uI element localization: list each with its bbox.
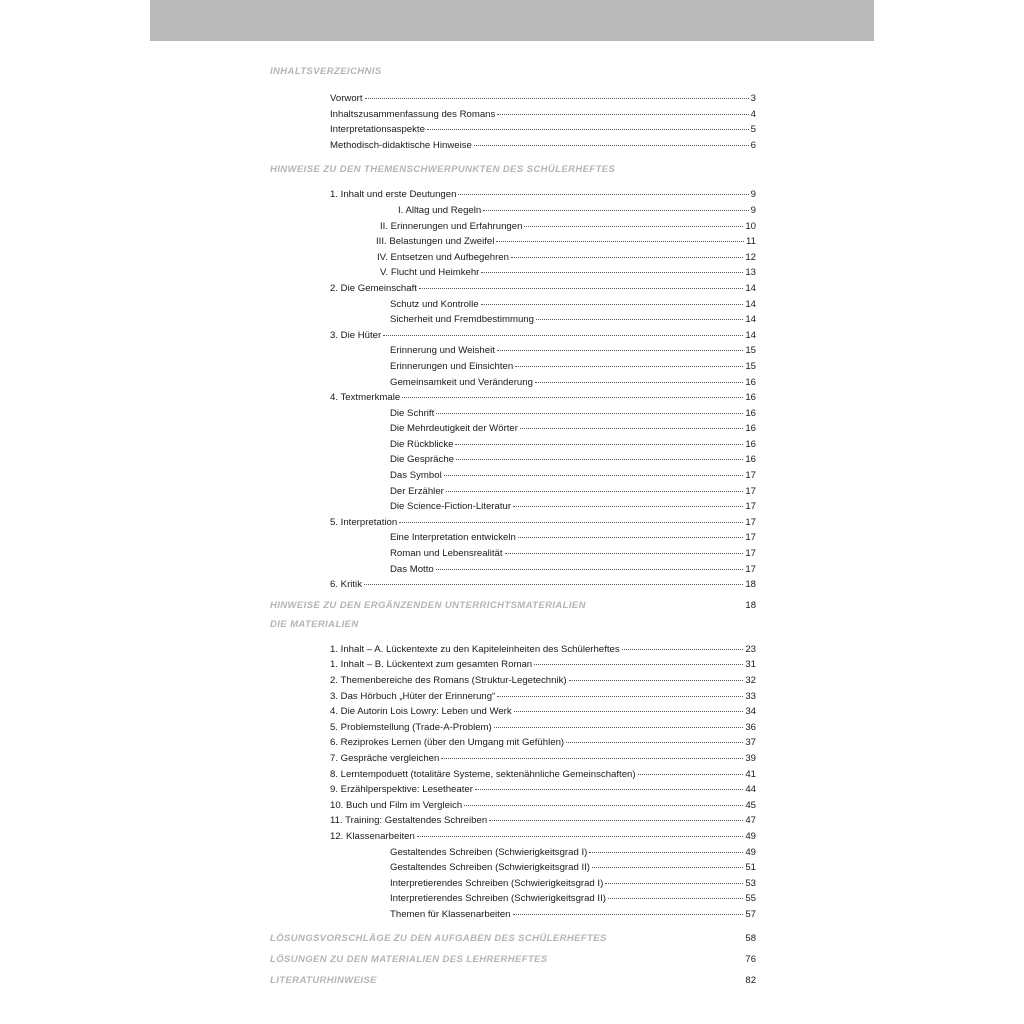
toc-entry-label: 9. Erzählperspektive: Lesetheater [330, 784, 473, 796]
toc-entry-label: 5. Problemstellung (Trade-A-Problem) [330, 721, 492, 733]
toc-entry-page-number: 12 [745, 251, 756, 263]
dot-leader [505, 553, 744, 554]
dot-leader [514, 711, 744, 712]
section-page-number: 76 [745, 953, 756, 965]
dot-leader [589, 852, 743, 853]
toc-entry-label: Vorwort [330, 93, 363, 104]
toc-entry-label: 1. Inhalt und erste Deutungen [330, 189, 457, 201]
dot-leader [605, 883, 743, 884]
toc-entry-label: Das Symbol [390, 470, 442, 482]
dot-leader [417, 836, 744, 837]
toc-entry [270, 515, 756, 531]
toc-entry [270, 891, 756, 907]
toc-entry-page-number: 31 [745, 659, 756, 671]
toc-entry [270, 122, 756, 138]
toc-entry-page-number: 17 [745, 516, 756, 528]
toc-entry-page-number: 4 [750, 108, 756, 120]
toc-entry [270, 91, 756, 107]
toc-entry-page-number: 34 [745, 706, 756, 718]
dot-leader [364, 584, 743, 585]
toc-entry-label: 12. Klassenarbeiten [330, 830, 415, 842]
dot-leader [524, 226, 743, 227]
dot-leader [592, 867, 743, 868]
toc-entry-page-number: 17 [745, 501, 756, 513]
toc-entry-label: Eine Interpretation entwickeln [390, 532, 516, 544]
section-title: HINWEISE ZU DEN ERGÄNZENDEN UNTERRICHTSMATERIALIEN [270, 599, 586, 611]
dot-leader [446, 491, 743, 492]
toc-entry-page-number: 51 [745, 862, 756, 874]
toc-entry-page-number: 55 [745, 893, 756, 905]
toc-entry [270, 375, 756, 391]
toc-entry-page-number: 17 [745, 563, 756, 575]
toc-entry-label: 2. Themenbereiche des Romans (Struktur-Legetechnik) [330, 675, 567, 686]
toc-entry-page-number: 18 [745, 579, 756, 591]
toc-entry-label: Gestaltendes Schreiben (Schwierigkeitsgrad I) [390, 846, 588, 858]
toc-entry [270, 499, 756, 515]
dot-leader [638, 774, 744, 775]
toc-entry-label: 3. Die Hüter [330, 329, 382, 341]
section-heading [270, 66, 756, 78]
toc-entry-label: Interpretierendes Schreiben (Schwierigkeitsgrad II) [390, 893, 606, 905]
dot-leader [436, 413, 743, 414]
toc-entry-label: 2. Die Gemeinschaft [330, 282, 417, 294]
toc-entry-label: Inhaltszusammenfassung des Romans [330, 108, 496, 120]
toc-entry-page-number: 49 [745, 846, 756, 858]
toc-entry [270, 562, 756, 578]
toc-entry [270, 657, 756, 673]
toc-entry-page-number: 32 [745, 675, 756, 686]
toc-entry-label: Themen für Klassenarbeiten [390, 908, 511, 920]
toc-entry-label: Die Gespräche [390, 454, 454, 466]
toc-entry [270, 720, 756, 736]
toc-entry-page-number: 57 [745, 908, 756, 920]
toc-entry-page-number: 17 [745, 470, 756, 482]
toc-entry-page-number: 14 [745, 298, 756, 310]
toc-entry-page-number: 44 [745, 784, 756, 796]
toc-entry-page-number: 49 [745, 830, 756, 842]
section-heading [270, 954, 756, 966]
toc-entry [270, 406, 756, 422]
dot-leader [383, 335, 743, 336]
toc-entry-page-number: 16 [745, 454, 756, 466]
dot-leader [569, 680, 744, 681]
dot-leader [456, 459, 743, 460]
toc-entry-label: 1. Inhalt – A. Lückentexte zu den Kapiteleinheiten des Schülerheftes [330, 643, 620, 655]
dot-leader [566, 742, 743, 743]
toc-entry-label: 5. Interpretation [330, 516, 398, 528]
toc-entry [270, 343, 756, 359]
toc-entry-label: Erinnerung und Weisheit [390, 345, 495, 357]
toc-entry-page-number: 16 [745, 407, 756, 419]
section-title: HINWEISE ZU DEN THEMENSCHWERPUNKTEN DES SCHÜLERHEFTES [270, 164, 616, 176]
toc-entry-label: Interpretationsaspekte [330, 124, 425, 136]
toc-entry-label: Sicherheit und Fremdbestimmung [390, 314, 534, 326]
dot-leader [436, 569, 744, 570]
dot-leader [535, 382, 743, 383]
toc-entry-label: Das Motto [390, 563, 434, 575]
dot-leader [483, 210, 748, 211]
toc-entry-page-number: 47 [745, 815, 756, 827]
toc-entry [270, 187, 756, 203]
toc-entry-page-number: 16 [745, 438, 756, 450]
toc-entry-page-number: 17 [745, 532, 756, 544]
toc-entry [270, 876, 756, 892]
toc-entry [270, 860, 756, 876]
toc-entry-label: I. Alltag und Regeln [398, 204, 482, 216]
dot-leader [497, 350, 743, 351]
toc-entry [270, 829, 756, 845]
dot-leader [518, 537, 743, 538]
table-of-contents [270, 66, 756, 987]
toc-entry-page-number: 10 [745, 220, 756, 232]
toc-entry-page-number: 36 [745, 721, 756, 733]
section-title: DIE MATERIALIEN [270, 618, 359, 630]
toc-entry-label: 8. Lerntempoduett (totalitäre Systeme, sektenähnliche Gemeinschaften) [330, 768, 636, 780]
toc-entry-label: Die Schrift [390, 407, 435, 419]
section-title: LÖSUNGSVORSCHLÄGE ZU DEN AUFGABEN DES SCHÜLERHEFTES [270, 932, 607, 944]
dot-leader [496, 241, 744, 242]
toc-entry [270, 484, 756, 500]
dot-leader [608, 898, 743, 899]
toc-entry-page-number: 16 [745, 376, 756, 388]
toc-entry [270, 735, 756, 751]
toc-entry [270, 107, 756, 123]
dot-leader [497, 114, 748, 115]
toc-entry [270, 468, 756, 484]
toc-entry [270, 907, 756, 923]
section-page-number: 18 [745, 599, 756, 611]
toc-entry-label: 7. Gespräche vergleichen [330, 752, 440, 764]
toc-entry [270, 452, 756, 468]
toc-entry-label: Die Science-Fiction-Literatur [390, 501, 512, 513]
toc-entry-page-number: 15 [745, 360, 756, 372]
section-page-number: 82 [745, 974, 756, 986]
dot-leader [494, 727, 744, 728]
toc-entry-label: Die Mehrdeutigkeit der Wörter [390, 423, 518, 435]
toc-entry-page-number: 5 [750, 124, 756, 136]
toc-entry-page-number: 37 [745, 737, 756, 749]
dot-leader [464, 805, 743, 806]
toc-entry-page-number: 11 [746, 236, 756, 248]
toc-entry [270, 546, 756, 562]
toc-entry [270, 577, 756, 593]
section-title: INHALTSVERZEICHNIS [270, 66, 382, 77]
toc-entry [270, 437, 756, 453]
toc-entry-page-number: 45 [745, 799, 756, 811]
toc-entry-page-number: 14 [745, 314, 756, 326]
section-heading [270, 933, 756, 945]
toc-entry-label: IV. Entsetzen und Aufbegehren [377, 251, 509, 263]
toc-entry-label: 3. Das Hörbuch „Hüter der Erinnerung“ [330, 690, 496, 702]
toc-entry-label: III. Belastungen und Zweifel [376, 236, 495, 248]
toc-entry [270, 265, 756, 281]
toc-entry [270, 312, 756, 328]
dot-leader [513, 914, 744, 915]
dot-leader [474, 145, 749, 146]
dot-leader [489, 820, 743, 821]
section-title: LÖSUNGEN ZU DEN MATERIALIEN DES LEHRERHEFTES [270, 953, 548, 965]
toc-entry-label: Der Erzähler [390, 485, 444, 497]
toc-entry-label: 1. Inhalt – B. Lückentext zum gesamten Roman [330, 659, 533, 671]
toc-entry [270, 390, 756, 406]
dot-leader [497, 696, 743, 697]
toc-entry [270, 138, 756, 154]
section-heading [270, 619, 756, 631]
dot-leader [520, 428, 743, 429]
toc-entry-page-number: 39 [745, 752, 756, 764]
toc-entry [270, 845, 756, 861]
dot-leader [513, 506, 743, 507]
section-title: LITERATURHINWEISE [270, 974, 377, 986]
toc-entry-label: Erinnerungen und Einsichten [390, 360, 514, 372]
toc-entry-page-number: 14 [745, 329, 756, 341]
toc-entry [270, 250, 756, 266]
toc-entry-label: 6. Kritik [330, 579, 362, 591]
toc-entry [270, 203, 756, 219]
toc-entry [270, 767, 756, 783]
toc-entry [270, 219, 756, 235]
toc-entry-page-number: 14 [745, 282, 756, 294]
toc-entry [270, 673, 756, 689]
dot-leader [622, 649, 744, 650]
toc-entry [270, 704, 756, 720]
dot-leader [536, 319, 743, 320]
toc-entry [270, 281, 756, 297]
dot-leader [427, 129, 749, 130]
section-heading [270, 975, 756, 987]
toc-entry [270, 751, 756, 767]
toc-entry [270, 421, 756, 437]
toc-entry-page-number: 33 [745, 690, 756, 702]
toc-entry-label: 4. Die Autorin Lois Lowry: Leben und Werk [330, 706, 512, 718]
toc-entry-label: 4. Textmerkmale [330, 392, 401, 404]
dot-leader [399, 522, 743, 523]
toc-entry-label: II. Erinnerungen und Erfahrungen [380, 220, 523, 232]
toc-entry [270, 798, 756, 814]
toc-entry-page-number: 16 [745, 392, 756, 404]
section-heading [270, 600, 756, 612]
toc-entry-label: 11. Training: Gestaltendes Schreiben [330, 815, 488, 827]
toc-entry-label: Roman und Lebensrealität [390, 548, 503, 560]
dot-leader [481, 272, 743, 273]
toc-entry [270, 530, 756, 546]
dot-leader [444, 475, 744, 476]
toc-entry-page-number: 17 [745, 485, 756, 497]
dot-leader [534, 664, 743, 665]
toc-entry [270, 813, 756, 829]
toc-entry [270, 359, 756, 375]
toc-entry-page-number: 16 [745, 423, 756, 435]
toc-entry-page-number: 53 [745, 877, 756, 889]
dot-leader [475, 789, 743, 790]
toc-entry-label: Schutz und Kontrolle [390, 298, 479, 310]
toc-entry-page-number: 23 [745, 643, 756, 655]
toc-entry [270, 328, 756, 344]
toc-entry-label: V. Flucht und Heimkehr [380, 267, 480, 279]
toc-entry-page-number: 9 [750, 189, 756, 201]
toc-entry-page-number: 3 [750, 93, 756, 104]
toc-entry-page-number: 13 [745, 267, 756, 279]
toc-entry-page-number: 9 [750, 204, 756, 216]
dot-leader [455, 444, 743, 445]
toc-entry [270, 297, 756, 313]
toc-entry-label: Gemeinsamkeit und Veränderung [390, 376, 533, 388]
toc-entry-label: Gestaltendes Schreiben (Schwierigkeitsgrad II) [390, 862, 590, 874]
toc-entry-label: Methodisch-didaktische Hinweise [330, 139, 472, 151]
dot-leader [511, 257, 743, 258]
toc-entry-label: Die Rückblicke [390, 438, 454, 450]
dot-leader [402, 397, 743, 398]
toc-entry-label: Interpretierendes Schreiben (Schwierigkeitsgrad I) [390, 877, 604, 889]
dot-leader [458, 194, 748, 195]
dot-leader [441, 758, 743, 759]
dot-leader [419, 288, 743, 289]
toc-entry-page-number: 6 [750, 139, 756, 151]
section-heading [270, 164, 756, 176]
toc-entry-label: 6. Reziprokes Lernen (über den Umgang mit Gefühlen) [330, 737, 565, 749]
toc-entry [270, 234, 756, 250]
toc-entry-label: 10. Buch und Film im Vergleich [330, 799, 463, 811]
toc-entry-page-number: 17 [745, 548, 756, 560]
toc-entry-page-number: 15 [745, 345, 756, 357]
dot-leader [365, 98, 749, 99]
toc-entry-page-number: 41 [745, 768, 756, 780]
dot-leader [515, 366, 743, 367]
toc-entry [270, 689, 756, 705]
dot-leader [481, 304, 744, 305]
toc-entry [270, 782, 756, 798]
section-page-number: 58 [745, 932, 756, 944]
top-bar [150, 0, 874, 41]
toc-entry [270, 642, 756, 658]
